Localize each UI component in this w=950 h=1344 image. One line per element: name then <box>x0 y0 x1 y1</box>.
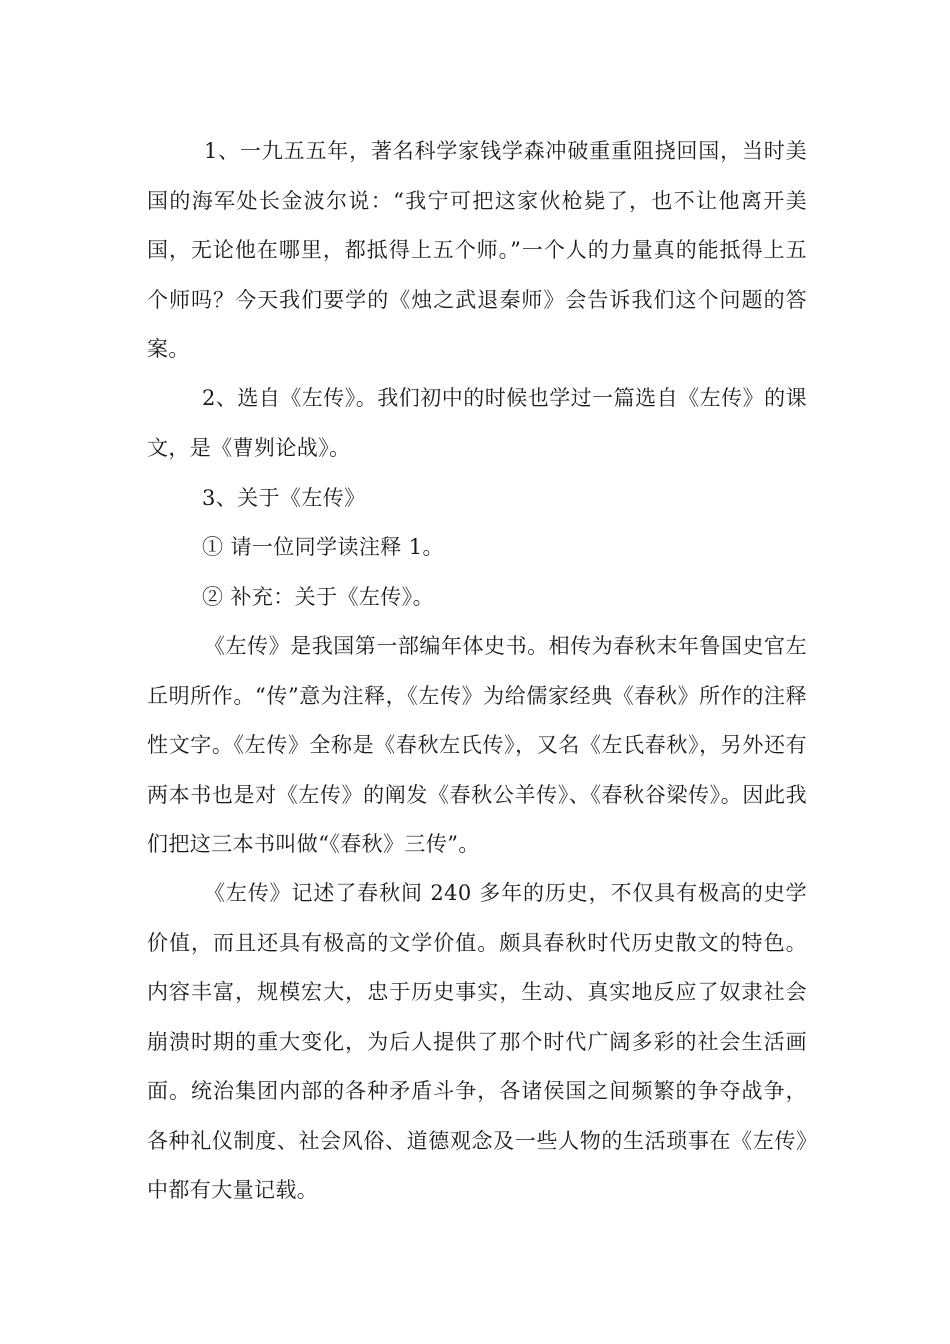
paragraph-source-zuozhuan: 2、选自《左传》。我们初中的时候也学过一篇选自《左传》的课文，是《曹刿论战》。 <box>147 386 807 460</box>
paragraph-zuozhuan-overview: 《左传》是我国第一部编年体史书。相传为春秋末年鲁国史官左丘明所作。“传”意为注释，《左传》为给儒家经典《春秋》所作的注释性文字。《左传》全称是《春秋左氏传》，又名《左氏春秋》，另外还有两本书也是对《左传》的阐发《春秋公羊传》、《春秋谷梁传》。因此我们把这三本书叫做“《春秋》三传”。 <box>147 634 807 856</box>
list-item-supplement: ② 补充：关于《左传》。 <box>202 585 434 609</box>
paragraph-intro-qian-xuesen: 1、一九五五年，著名科学家钱学森冲破重重阻挠回国，当时美国的海军处长金波尔说：“我宁可把这家伙枪毙了，也不让他离开美国，无论他在哪里，都抵得上五个师。”一个人的力量真的能抵得上五个师吗？今天我们要学的《烛之武退秦师》会告诉我们这个问题的答案。 <box>147 139 807 361</box>
heading-about-zuozhuan: 3、关于《左传》 <box>202 486 366 510</box>
list-item-read-note: ① 请一位同学读注释 1。 <box>202 535 444 559</box>
paragraph-zuozhuan-value: 《左传》记述了春秋间 240 多年的历史，不仅具有极高的史学价值，而且还具有极高的文学价值。颇具春秋时代历史散文的特色。内容丰富，规模宏大，忠于历史事实，生动、真实地反应了奴隶社会崩溃时期的重大变化，为后人提供了那个时代广阔多彩的社会生活画面。统治集团内部的各种矛盾斗争，各诸侯国之间频繁的争夺战争，各种礼仪制度、社会风俗、道德观念及一些人物的生活琐事在《左传》中都有大量记载。 <box>147 881 807 1202</box>
